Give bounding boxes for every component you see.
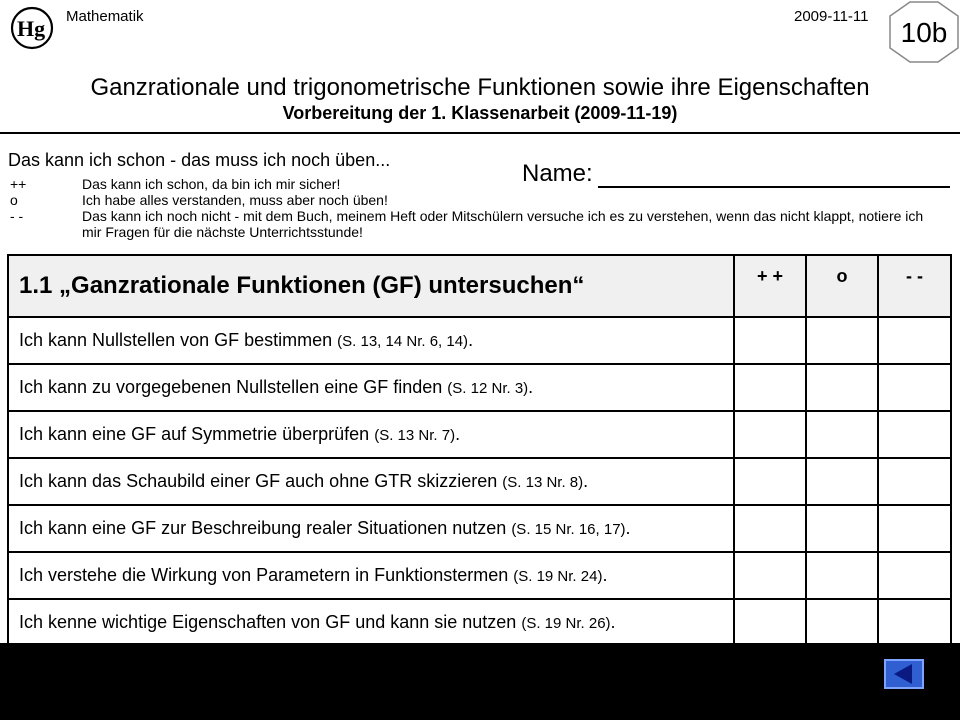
skill-text: Ich kann eine GF zur Beschreibung realer Situationen nutzen: [19, 518, 507, 538]
rating-cell-o[interactable]: [806, 505, 878, 552]
skill-end: .: [528, 377, 534, 397]
subject-label: Mathematik: [66, 8, 144, 25]
skill-cell: [8, 411, 734, 458]
school-logo: [9, 5, 59, 51]
table-row: [8, 458, 951, 505]
skill-text: Ich kenne wichtige Eigenschaften von GF und kann sie nutzen: [19, 612, 517, 632]
rating-cell-minusminus[interactable]: [878, 364, 951, 411]
legend-item: [8, 192, 932, 208]
skill-end: .: [455, 424, 461, 444]
rating-cell-o[interactable]: [806, 411, 878, 458]
legend-item: [8, 176, 932, 192]
intro-text: Das kann ich schon - das muss ich noch üben...: [8, 150, 391, 170]
legend-text: Ich habe alles verstanden, muss aber noch üben!: [82, 192, 388, 208]
name-label: Name:: [522, 160, 593, 187]
skill-cell: [8, 505, 734, 552]
skill-end: .: [602, 565, 608, 585]
table-row: [8, 411, 951, 458]
date-label: 2009-11-11: [794, 8, 869, 25]
skill-text: Ich kann Nullstellen von GF bestimmen: [19, 330, 333, 350]
legend-text: Das kann ich noch nicht - mit dem Buch, meinem Heft oder Mitschülern versuche ich es zu verstehen, wenn das nicht klappt, notiere ich mir Fragen für die nächste Unterrichtsstunde!: [82, 208, 924, 240]
rating-cell-o[interactable]: [806, 552, 878, 599]
skills-table: [7, 254, 952, 643]
rating-cell-o[interactable]: [806, 599, 878, 643]
legend-symbol: ++: [10, 176, 27, 192]
skill-cell: [8, 317, 734, 364]
rating-cell-minusminus[interactable]: [878, 411, 951, 458]
rating-cell-plusplus[interactable]: [734, 552, 806, 599]
name-input-line[interactable]: [598, 186, 950, 188]
table-row: [8, 552, 951, 599]
skill-cell: [8, 458, 734, 505]
grade-badge: [888, 0, 960, 64]
skill-end: .: [583, 471, 589, 491]
table-row: [8, 505, 951, 552]
legend-text: Das kann ich schon, da bin ich mir sicher!: [82, 176, 341, 192]
skill-reference: (S. 13 Nr. 8): [502, 474, 584, 491]
skill-cell: [8, 552, 734, 599]
rating-cell-plusplus[interactable]: [734, 364, 806, 411]
rating-cell-plusplus[interactable]: [734, 505, 806, 552]
rating-cell-minusminus[interactable]: [878, 317, 951, 364]
logo-text: Hg: [17, 16, 46, 41]
skill-end: .: [468, 330, 474, 350]
skill-cell: [8, 364, 734, 411]
rating-cell-plusplus[interactable]: [734, 599, 806, 643]
back-button[interactable]: [884, 659, 924, 689]
skill-reference: (S. 12 Nr. 3): [447, 380, 529, 397]
rating-cell-plusplus[interactable]: [734, 458, 806, 505]
skill-reference: (S. 15 Nr. 16, 17): [511, 521, 626, 538]
skill-reference: (S. 19 Nr. 24): [513, 568, 603, 585]
rating-cell-o[interactable]: [806, 458, 878, 505]
skill-end: .: [610, 612, 616, 632]
skill-text: Ich kann eine GF auf Symmetrie überprüfen: [19, 424, 370, 444]
rating-header-minusminus: - -: [878, 255, 951, 317]
skill-text: Ich kann zu vorgegebenen Nullstellen eine GF finden: [19, 377, 443, 397]
header-divider: [0, 132, 960, 134]
skill-reference: (S. 13, 14 Nr. 6, 14): [337, 333, 469, 350]
skill-end: .: [625, 518, 631, 538]
presentation-control-bar: [0, 643, 960, 720]
rating-header-plusplus: + +: [734, 255, 806, 317]
skill-cell: [8, 599, 734, 643]
rating-cell-plusplus[interactable]: [734, 317, 806, 364]
legend-symbol: - -: [10, 208, 24, 224]
legend-item: [8, 208, 932, 240]
skill-text: Ich kann das Schaubild einer GF auch ohne GTR skizzieren: [19, 471, 498, 491]
rating-header-o: o: [806, 255, 878, 317]
table-row: [8, 317, 951, 364]
skill-reference: (S. 19 Nr. 26): [521, 615, 611, 632]
page-subtitle: Vorbereitung der 1. Klassenarbeit (2009-11-19): [282, 103, 678, 123]
skill-reference: (S. 13 Nr. 7): [374, 427, 456, 444]
rating-cell-o[interactable]: [806, 317, 878, 364]
rating-cell-plusplus[interactable]: [734, 411, 806, 458]
grade-text: 10b: [900, 17, 948, 48]
rating-cell-minusminus[interactable]: [878, 552, 951, 599]
table-row: [8, 599, 951, 643]
skill-text: Ich verstehe die Wirkung von Parametern in Funktionstermen: [19, 565, 509, 585]
table-header-row: [8, 255, 951, 317]
table-row: [8, 364, 951, 411]
rating-cell-o[interactable]: [806, 364, 878, 411]
section-heading: 1.1 „Ganzrationale Funktionen (GF) untersuchen“: [8, 255, 734, 317]
back-arrow-icon: [886, 661, 922, 687]
page-title: Ganzrationale und trigonometrische Funktionen sowie ihre Eigenschaften: [90, 74, 870, 101]
rating-cell-minusminus[interactable]: [878, 599, 951, 643]
legend-symbol: o: [10, 192, 18, 208]
rating-cell-minusminus[interactable]: [878, 458, 951, 505]
rating-cell-minusminus[interactable]: [878, 505, 951, 552]
